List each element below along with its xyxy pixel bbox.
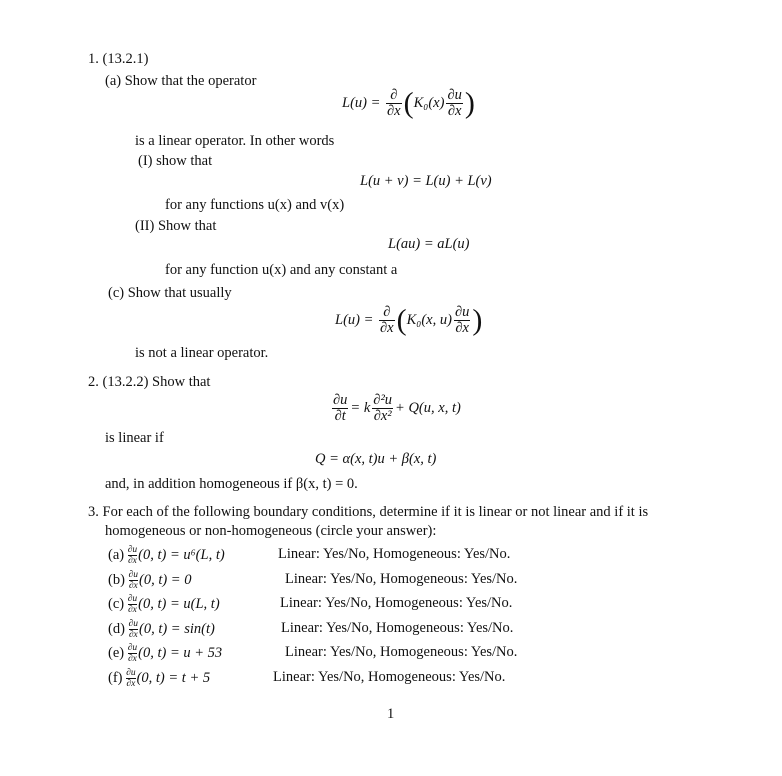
num: ∂²u <box>373 392 393 409</box>
condition: (0, t) = u(L, t) <box>138 595 220 612</box>
paren: ) <box>464 86 475 120</box>
eq-lhs: L(u) = <box>342 95 381 111</box>
boundary-condition-2 <box>108 594 220 615</box>
answer-choices-2[interactable]: Linear: Yes/No, Homogeneous: Yes/No. <box>280 595 513 611</box>
den: ∂x² <box>373 408 392 425</box>
num: ∂u <box>127 594 138 604</box>
condition: (0, t) = u + 53 <box>138 644 223 661</box>
answer-choices-1[interactable]: Linear: Yes/No, Homogeneous: Yes/No. <box>285 571 518 587</box>
fraction <box>128 545 137 566</box>
fraction <box>126 668 135 689</box>
condition: (0, t) = 0 <box>139 571 192 588</box>
equation-q: Q = α(x, t)u + β(x, t) <box>315 451 437 467</box>
boundary-condition-3 <box>108 619 215 640</box>
item-label: (e) <box>108 644 125 661</box>
num: ∂u <box>127 545 138 555</box>
is-linear-text: is linear if <box>105 430 164 446</box>
coef: K₀(x) <box>413 95 445 111</box>
boundary-condition-1 <box>108 570 191 591</box>
fraction <box>128 594 137 615</box>
answer-choices-5[interactable]: Linear: Yes/No, Homogeneous: Yes/No. <box>273 669 506 685</box>
equation-operator <box>342 88 475 119</box>
boundary-condition-0 <box>108 545 225 566</box>
num: ∂u <box>128 570 138 580</box>
den: ∂x <box>455 320 469 337</box>
boundary-condition-4 <box>108 643 222 664</box>
equation-pde <box>330 393 461 424</box>
problem-3-line1: 3. For each of the following boundary conditions, determine if it is linear or not linear and if it is <box>88 504 649 520</box>
paren: ( <box>396 303 407 337</box>
den: ∂x <box>128 630 138 640</box>
num: ∂u <box>333 392 348 409</box>
not-linear-text: is not a linear operator. <box>135 345 269 361</box>
answer-choices-0[interactable]: Linear: Yes/No, Homogeneous: Yes/No. <box>278 546 511 562</box>
equation-homogeneity: L(au) = aL(u) <box>388 236 470 252</box>
problem-2-heading: 2. (13.2.2) Show that <box>88 374 211 390</box>
den: ∂x <box>447 103 462 120</box>
item-label: (f) <box>108 669 123 686</box>
equation-additivity: L(u + v) = L(u) + L(v) <box>360 173 492 189</box>
for-functions-text: for any functions u(x) and v(x) <box>165 197 345 213</box>
eq-lhs: L(u) = <box>335 312 374 328</box>
condition: (0, t) = t + 5 <box>136 669 211 686</box>
homogeneous-text: and, in addition homogeneous if β(x, t) = 0. <box>105 476 358 492</box>
answer-choices-4[interactable]: Linear: Yes/No, Homogeneous: Yes/No. <box>285 644 518 660</box>
coef: K₀(x, u) <box>406 312 452 328</box>
fraction <box>446 88 462 119</box>
eq-k: = k <box>350 400 371 416</box>
item-label: (b) <box>108 571 125 588</box>
num: ∂ <box>386 88 402 104</box>
part-I-text: (I) show that <box>138 153 213 169</box>
linear-text: is a linear operator. In other words <box>135 133 335 149</box>
den: ∂x <box>126 679 136 689</box>
fraction <box>379 305 395 336</box>
part-c-text: (c) Show that usually <box>108 285 232 301</box>
num: ∂u <box>454 304 470 321</box>
answer-choices-3[interactable]: Linear: Yes/No, Homogeneous: Yes/No. <box>281 620 514 636</box>
den: ∂x <box>387 103 401 120</box>
for-function-text: for any function u(x) and any constant a <box>165 262 398 278</box>
num: ∂u <box>126 668 136 678</box>
eq-rest: + Q(u, x, t) <box>395 400 461 416</box>
den: ∂x <box>380 320 394 337</box>
boundary-condition-5 <box>108 668 210 689</box>
condition: (0, t) = sin(t) <box>139 620 215 637</box>
num: ∂u <box>127 643 138 653</box>
condition: (0, t) = u⁶(L, t) <box>138 546 225 563</box>
fraction <box>372 393 393 424</box>
den: ∂t <box>334 408 346 425</box>
paren: ) <box>472 303 483 337</box>
fraction <box>454 305 470 336</box>
item-label: (d) <box>108 620 125 637</box>
den: ∂x <box>127 605 137 615</box>
part-II-text: (II) Show that <box>135 218 217 234</box>
problem-3-line2: homogeneous or non-homogeneous (circle your answer): <box>105 523 437 539</box>
part-a-text: (a) Show that the operator <box>105 73 257 89</box>
fraction <box>386 88 402 119</box>
fraction <box>129 570 138 591</box>
num: ∂u <box>447 87 462 104</box>
item-label: (c) <box>108 595 125 612</box>
den: ∂x <box>127 556 137 566</box>
page-number: 1 <box>387 706 395 722</box>
den: ∂x <box>127 654 137 664</box>
fraction <box>332 393 348 424</box>
problem-1-heading: 1. (13.2.1) <box>88 51 149 67</box>
den: ∂x <box>128 581 138 591</box>
equation-nonlinear-operator <box>335 305 482 336</box>
paren: ( <box>403 86 414 120</box>
fraction <box>129 619 138 640</box>
num: ∂u <box>128 619 138 629</box>
num: ∂ <box>379 305 395 321</box>
fraction <box>128 643 137 664</box>
item-label: (a) <box>108 546 125 563</box>
